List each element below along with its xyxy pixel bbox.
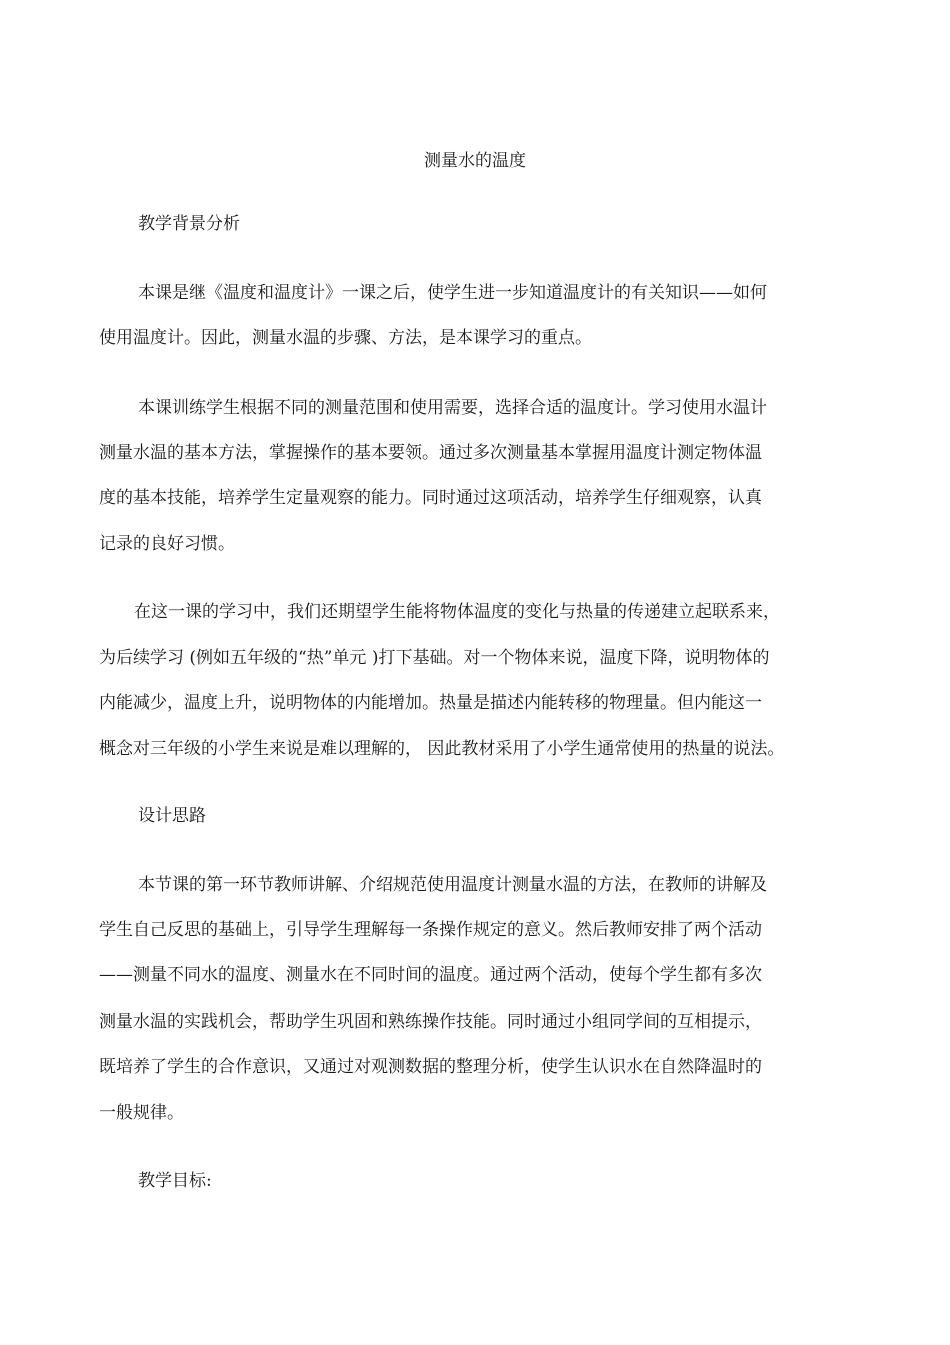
paragraph-line: 在这一课的学习中，我们还期望学生能将物体温度的变化与热量的传递建立起联系来，	[134, 602, 780, 622]
paragraph-line: 既培养了学生的合作意识，又通过对观测数据的整理分析，使学生认识水在自然降温时的	[99, 1057, 762, 1077]
paragraph-line: 记录的良好习惯。	[99, 534, 235, 554]
paragraph-line: 学生自己反思的基础上，引导学生理解每一条操作规定的意义。然后教师安排了两个活动	[99, 920, 762, 940]
paragraph-line: 本课是继《温度和温度计》一课之后，使学生进一步知道温度计的有关知识——如何	[138, 283, 767, 303]
section-heading-goals: 教学目标:	[138, 1171, 212, 1191]
section-heading-design: 设计思路	[138, 806, 206, 826]
paragraph-line: 本课训练学生根据不同的测量范围和使用需要，选择合适的温度计。学习使用水温计	[138, 398, 767, 418]
paragraph-line: 为后续学习 (例如五年级的“热”单元 )打下基础。对一个物体来说，温度下降，说明物体的	[99, 648, 770, 668]
paragraph-line: ——测量不同水的温度、测量水在不同时间的温度。通过两个活动，使每个学生都有多次	[99, 965, 762, 985]
document-title: 测量水的温度	[424, 151, 526, 171]
paragraph-line: 测量水温的实践机会，帮助学生巩固和熟练操作技能。同时通过小组同学间的互相提示，	[99, 1012, 762, 1032]
paragraph-line: 概念对三年级的小学生来说是难以理解的， 因此教材采用了小学生通常使用的热量的说法。	[99, 739, 785, 759]
paragraph-line: 一般规律。	[99, 1103, 184, 1123]
paragraph-line: 度的基本技能，培养学生定量观察的能力。同时通过这项活动，培养学生仔细观察，认真	[99, 488, 762, 508]
paragraph-line: 内能减少，温度上升，说明物体的内能增加。热量是描述内能转移的物理量。但内能这一	[99, 693, 762, 713]
paragraph-line: 测量水温的基本方法，掌握操作的基本要领。通过多次测量基本掌握用温度计测定物体温	[99, 443, 762, 463]
section-heading-background: 教学背景分析	[138, 214, 240, 234]
paragraph-line: 使用温度计。因此，测量水温的步骤、方法，是本课学习的重点。	[99, 328, 592, 348]
paragraph-line: 本节课的第一环节教师讲解、介绍规范使用温度计测量水温的方法，在教师的讲解及	[138, 875, 767, 895]
